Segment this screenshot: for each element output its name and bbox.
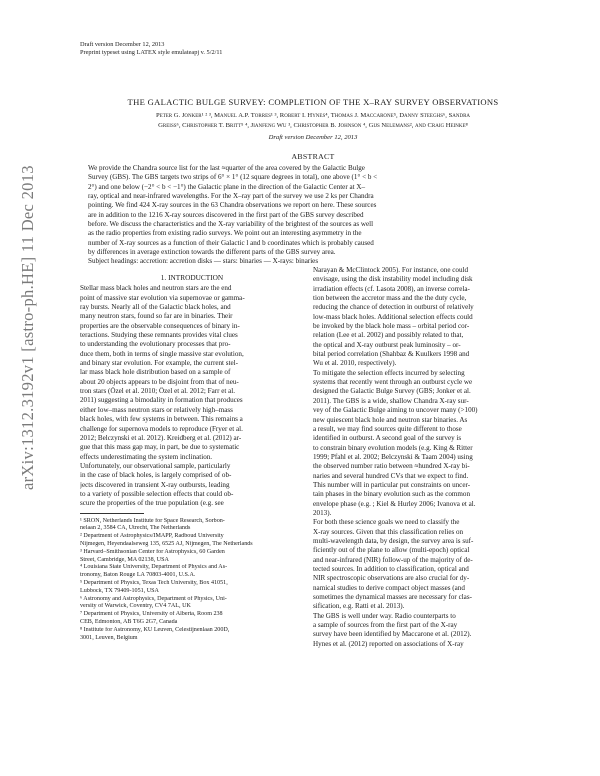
- footnote-line: Nijmegen, Heyendaalseweg 135, 6525 AJ, Nijmegen, The Netherlands: [80, 540, 253, 547]
- text-line: gue that this mass gap may, in part, be due to systematic: [80, 443, 240, 452]
- abstract-line: ray, optical and near-infrared wavelengths. For the X–ray part of the survey we use 2 ks per Chandra: [88, 192, 374, 201]
- right-column: [313, 266, 540, 649]
- preprint-header: [80, 41, 222, 57]
- footnote-line: CEB, Edmonton, AB T6G 2G7, Canada: [80, 618, 178, 625]
- text-line: X-ray sources. Given that this classification relies on: [313, 527, 464, 536]
- abstract-line: pointing. We find 424 X-ray sources in the 63 Chandra observations we report on here. These sources: [88, 201, 377, 210]
- text-line: sometimes the dynamical masses are necessary for clas-: [313, 593, 472, 602]
- footnote-line: ⁸ Institute for Astronomy, KU Leuven, Celestijnenlaan 200D,: [80, 626, 230, 633]
- text-line: many neutron stars, found so far are in binaries. Their: [80, 312, 233, 321]
- paper-title: THE GALACTIC BULGE SURVEY: COMPLETION OF THE X–RAY SURVEY OBSERVATIONS: [127, 97, 499, 107]
- text-line: 2013).: [313, 508, 332, 517]
- text-line: namical studies to derive compact object masses (and: [313, 583, 465, 592]
- text-line: teractions. Studying these remnants provides vital clues: [80, 331, 238, 340]
- footnote-line: nelaan 2, 3584 CA, Utrecht, The Netherlands: [80, 525, 191, 532]
- footnote-line: ³ Harvard–Smithsonian Center for Astrophysics, 60 Garden: [80, 548, 225, 555]
- text-line: Stellar mass black holes and neutron stars are the end: [80, 284, 232, 293]
- abstract-line: are in addition to the 1216 X-ray sources discovered in the first part of the GBS survey described: [88, 210, 364, 219]
- text-line: Unfortunately, our observational sample, particularly: [80, 461, 231, 470]
- abstract-line: by differences in average extinction towards the different parts of the GBS survey area.: [88, 248, 336, 257]
- text-line: tron stars (Özel et al. 2010; Özel et al. 2012; Farr et al.: [80, 387, 236, 396]
- footnote-line: ² Department of Astrophysics/IMAPP, Radboud University: [80, 533, 224, 540]
- footnote-line: ⁵ Department of Physics, Texas Tech University, Box 41051,: [80, 579, 228, 586]
- introduction-text: [80, 284, 304, 508]
- text-line: To mitigate the selection effects incurred by selecting: [313, 368, 465, 377]
- abstract-line: as the radio properties from existing radio surveys. We point out an interesting asymmetry in the: [88, 229, 362, 238]
- text-line: to constrain binary evolution models (e.g. King & Ritter: [313, 443, 473, 452]
- footnote-line: versity of Warwick, Coventry, CV4 7AL, UK: [80, 603, 191, 610]
- text-line: new quiescent black hole and neutron star binaries. As: [313, 415, 468, 424]
- text-line: identified in outburst. A second goal of the survey is: [313, 434, 462, 443]
- abstract-line: We provide the Chandra source list for the last ≈quarter of the area covered by the Galactic Bulge: [88, 164, 365, 172]
- text-line: naries and several hundred CVs that we expect to find.: [313, 471, 469, 480]
- abstract-line: Survey (GBS). The GBS targets two strips of 6° × 1° (12 square degrees in total), one above (1° < b <: [88, 173, 378, 182]
- footnote-line: ⁶ Astronomy and Astrophysics, Department of Physics, Uni-: [80, 595, 227, 602]
- text-line: black holes, with few systems in between. This remains a: [80, 415, 243, 424]
- abstract-line: before. We discuss the characteristics and the X-ray variability of the brightest of the sources as well: [88, 220, 374, 229]
- text-line: ray bursts. Nearly all of the Galactic black holes, and: [80, 303, 231, 312]
- text-line: Narayan & McClintock 2005). For instance, one could: [313, 266, 469, 274]
- text-line: be invoked by the black hole mass – orbital period cor-: [313, 322, 470, 331]
- text-line: and binary star evolution. For example, the current stel-: [80, 359, 238, 368]
- text-line: tain phases in the binary evolution such as the common: [313, 490, 471, 499]
- abstract-heading: ABSTRACT: [291, 152, 335, 161]
- text-line: about 20 objects appears to be disjoint from that of neu-: [80, 377, 239, 386]
- section-heading: 1. INTRODUCTION: [160, 273, 224, 282]
- text-line: vey of the Galactic Bulge aiming to uncover many (>100): [313, 406, 478, 415]
- footnote-line: 3001, Leuven, Belgium: [80, 634, 138, 641]
- footnote-line: ⁴ Louisiana State University, Department of Physics and As-: [80, 564, 228, 571]
- text-line: effects underestimating the system inclination.: [80, 452, 213, 461]
- footnotes: [80, 518, 304, 643]
- text-line: multi-wavelength data, by design, the survey area is suf-: [313, 536, 474, 545]
- text-line: This number will in particular put constraints on uncer-: [313, 480, 471, 489]
- text-line: the observed number ratio between ≈hundred X-ray bi-: [313, 462, 470, 471]
- text-line: a result, we may find sources quite different to those: [313, 424, 462, 433]
- text-line: envisage, using the disk instability model including disk: [313, 275, 473, 284]
- arxiv-stamp: [0, 0, 40, 776]
- text-line: envelope phase (e.g. ; Kiel & Hurley 2006; Ivanova et al.: [313, 499, 476, 508]
- text-line: relation (Lee et al. 2002) and possibly related to that,: [313, 331, 464, 340]
- footnote-line: ⁷ Department of Physics, University of Alberta, Room 238: [80, 611, 223, 618]
- text-line: point of massive star evolution via supernovae or gamma-: [80, 293, 245, 302]
- text-line: to a variety of possible selection effects that could ob-: [80, 489, 234, 498]
- text-line: irradiation effects (cf. Lasota 2008), an inverse correla-: [313, 284, 470, 293]
- footnote-line: tronomy, Baton Rouge LA 70803-4001, U.S.A.: [80, 572, 196, 579]
- draft-version: Draft version December 12, 2013: [268, 134, 358, 141]
- text-line: tected sources. In addition to classification, optical and: [313, 565, 469, 573]
- text-line: designed the Galactic Bulge Survey (GBS; Jonker et al.: [313, 387, 471, 396]
- footnote-line: Lubbock, TX 79409-1051, USA: [80, 587, 159, 594]
- arxiv-stamp-text: arXiv:1312.3192v1 [astro-ph.HE] 11 Dec 2013: [18, 165, 37, 490]
- text-line: NIR spectroscopic observations are also crucial for dy-: [313, 574, 470, 583]
- text-line: 2011). The GBS is a wide, shallow Chandra X-ray sur-: [313, 396, 469, 405]
- text-line: the optical and X-ray outburst peak luminosity – or-: [313, 340, 461, 349]
- text-line: For both these science goals we need to classify the: [313, 518, 460, 527]
- text-line: properties are the observable consequences of binary in-: [80, 321, 240, 330]
- abstract-body: [88, 164, 538, 267]
- text-line: to understanding the evolutionary processes that pro-: [80, 340, 231, 349]
- abstract-line: 2°) and one below (−2° < b < −1°) the Galactic plane in the direction of the Galactic Center at X–: [88, 182, 366, 191]
- text-line: duce them, both in terms of single massive star evolution,: [80, 349, 244, 358]
- text-line: Wu et al. 2010, respectively).: [313, 359, 397, 368]
- footnote-line: ¹ SRON, Netherlands Institute for Space Research, Sorbon-: [80, 517, 225, 524]
- text-line: in the case of black holes, is largely comprised of ob-: [80, 471, 232, 480]
- author-list: [80, 111, 546, 130]
- footnote-rule: [80, 513, 144, 514]
- text-line: bital period correlation (Shahbaz & Kuulkers 1998 and: [313, 350, 470, 359]
- text-line: and near-infrared (NIR) follow-up of the majority of de-: [313, 555, 473, 564]
- preprint-typeset-line: Preprint typeset using LATEX style emulateapj v. 5/2/11: [80, 49, 223, 56]
- text-line: 1999; Pfahl et al. 2002; Belczynski & Taam 2004) using: [313, 452, 473, 461]
- text-line: challenge for supernova models to reproduce (Fryer et al.: [80, 424, 243, 433]
- left-column: [80, 273, 304, 642]
- author-line: Greiss⁶, Christopher T. Britt⁵ ⁴, Jianfeng Wu ³, Christopher B. Johnson ⁴, Gijs Nelemans², and Craig Heinke⁸: [158, 121, 468, 129]
- abstract-line: Subject headings: accretion: accretion disks — stars: binaries — X-rays: binaries: [88, 257, 319, 266]
- text-line: jects discovered in transient X-ray outbursts, leading: [80, 480, 230, 489]
- text-line: Hynes et al. (2012) reported on associations of X-ray: [313, 639, 464, 648]
- text-line: either low–mass neutron stars or relatively high–mass: [80, 405, 233, 414]
- text-line: reducing the chance of detection in outburst of relatively: [313, 303, 474, 312]
- text-line: sification, e.g. Ratti et al. 2013).: [313, 602, 405, 611]
- text-line: systems that recently went through an outburst cycle we: [313, 378, 473, 387]
- text-line: 2012; Belczynski et al. 2012). Kreidberg et al. (2012) ar-: [80, 433, 242, 442]
- text-line: low-mass black holes. Additional selection effects could: [313, 312, 473, 321]
- text-line: survey have been identified by Maccarone et al. (2012).: [313, 630, 472, 639]
- text-line: a sample of sources from the first part of the X-ray: [313, 621, 458, 630]
- preprint-draft-line: Draft version December 12, 2013: [80, 41, 165, 48]
- text-line: scure the properties of the true population (e.g. see: [80, 499, 224, 508]
- text-line: lar mass black hole distribution based on a sample of: [80, 368, 231, 377]
- text-line: tion between the accretor mass and the the duty cycle,: [313, 294, 467, 303]
- text-line: 2011) suggesting a bimodality in formation that produces: [80, 396, 243, 405]
- text-line: ficiently out of the plane to allow (multi-epoch) optical: [313, 546, 470, 555]
- text-line: The GBS is well under way. Radio counterparts to: [313, 611, 456, 620]
- author-line: Peter G. Jonker¹ ² ³, Manuel A.P. Torres¹ ³, Robert I. Hynes⁴, Thomas J. Maccarone⁵, Danny Steeghs⁶, Sandra: [155, 112, 471, 119]
- abstract-line: number of X-ray sources as a function of their Galactic l and b coordinates which is probably caused: [88, 238, 374, 247]
- footnote-line: Street, Cambridge, MA 02138, USA: [80, 556, 169, 563]
